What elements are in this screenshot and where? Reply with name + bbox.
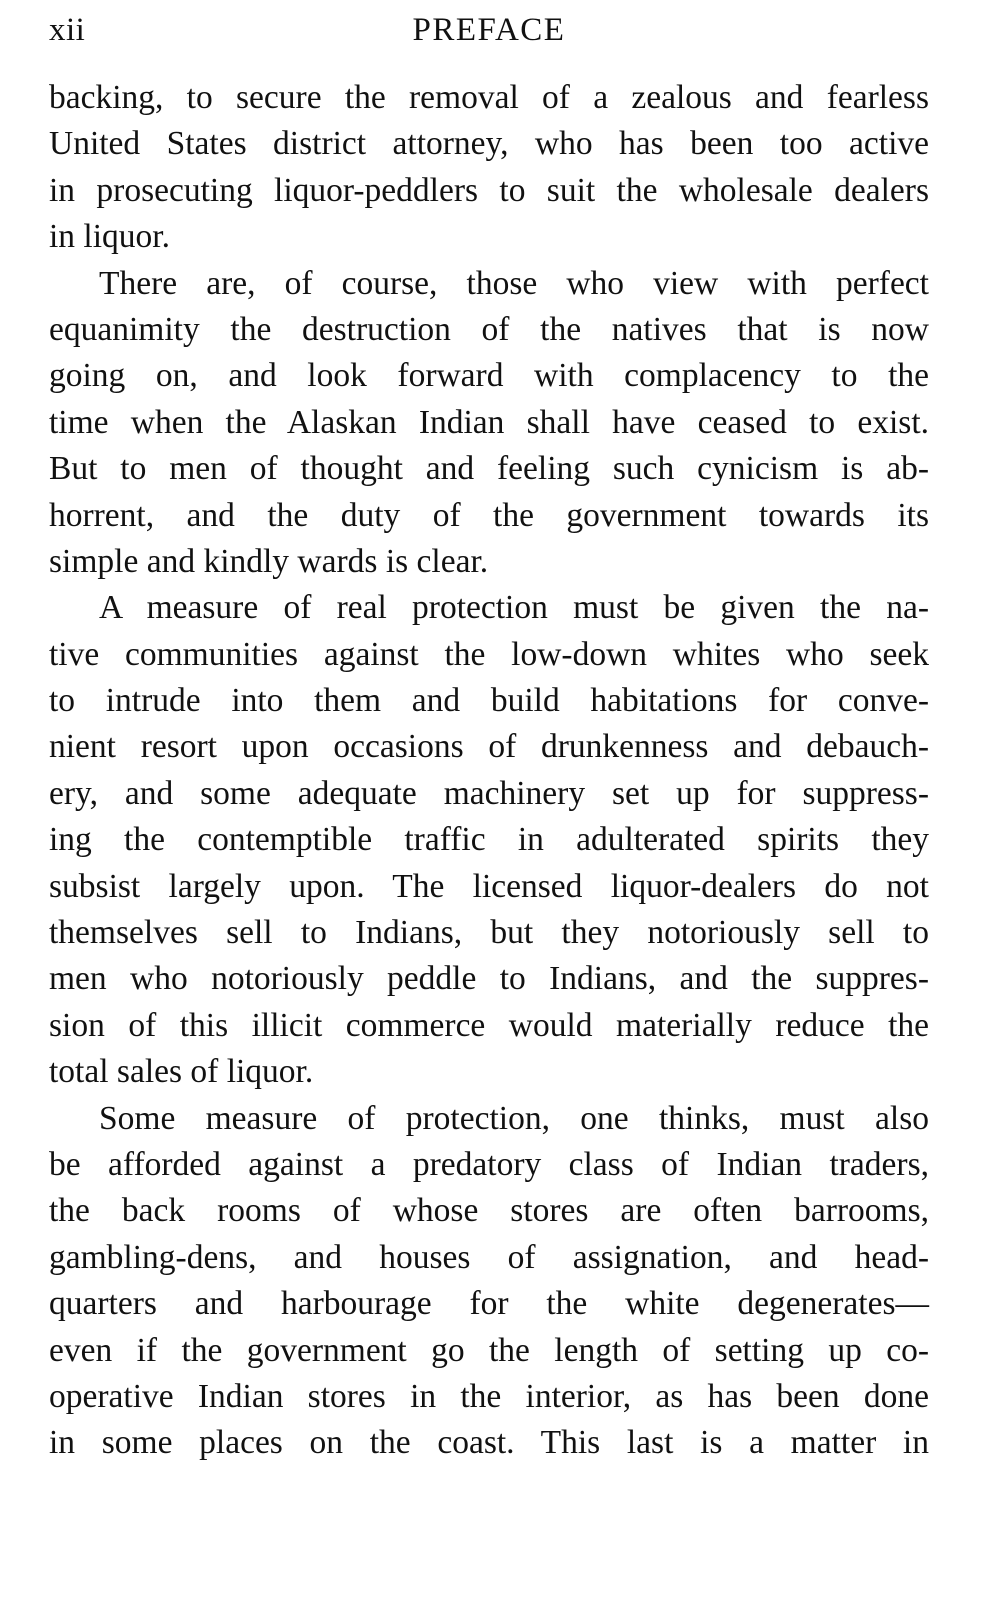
text-line: time when the Alaskan Indian shall have ceased to exist.	[49, 403, 929, 441]
text-line: A measure of real protection must be given the na-	[99, 589, 929, 627]
text-line: to intrude into them and build habitations for conve-	[49, 682, 929, 720]
text-line: There are, of course, those who view with perfect	[99, 264, 929, 302]
paragraph	[49, 261, 929, 586]
text-line: ery, and some adequate machinery set up for suppress-	[49, 774, 929, 812]
text-line: be afforded against a predatory class of Indian traders,	[49, 1145, 929, 1183]
text-line: nient resort upon occasions of drunkenness and debauch-	[49, 728, 929, 766]
text-line: tive communities against the low-down whites who seek	[49, 635, 929, 673]
text-line: But to men of thought and feeling such cynicism is ab-	[49, 450, 929, 488]
text-line: subsist largely upon. The licensed liquor-dealers do not	[49, 867, 929, 905]
paragraph	[49, 75, 929, 261]
text-line: in prosecuting liquor-peddlers to suit the wholesale dealers	[49, 171, 929, 209]
body-text	[49, 75, 929, 1467]
text-line: simple and kindly wards is clear.	[49, 542, 489, 580]
text-line: even if the government go the length of setting up co-	[49, 1331, 929, 1369]
text-line: ing the contemptible traffic in adulterated spirits they	[49, 821, 929, 859]
running-title: PREFACE	[412, 12, 566, 48]
text-line: the back rooms of whose stores are often barrooms,	[49, 1192, 929, 1230]
text-line: operative Indian stores in the interior, as has been done	[49, 1377, 929, 1415]
text-line: sion of this illicit commerce would materially reduce the	[49, 1006, 929, 1044]
paragraph	[49, 1096, 929, 1467]
text-line: equanimity the destruction of the natives that is now	[49, 310, 929, 348]
text-line: Some measure of protection, one thinks, must also	[99, 1099, 929, 1137]
text-line: going on, and look forward with complacency to the	[49, 357, 929, 395]
text-line: in liquor.	[49, 218, 170, 256]
text-line: horrent, and the duty of the government towards its	[49, 496, 929, 534]
text-line: United States district attorney, who has been too active	[49, 125, 929, 163]
text-line: themselves sell to Indians, but they notoriously sell to	[49, 914, 929, 952]
text-line: quarters and harbourage for the white degenerates—	[49, 1285, 929, 1323]
text-line: in some places on the coast. This last is a matter in	[49, 1424, 929, 1462]
text-line: total sales of liquor.	[49, 1053, 314, 1091]
paragraph	[49, 585, 929, 1095]
book-page	[49, 0, 929, 1467]
text-line: men who notoriously peddle to Indians, and the suppres-	[49, 960, 929, 998]
text-line: backing, to secure the removal of a zealous and fearless	[49, 79, 929, 116]
running-head	[49, 0, 929, 60]
page-number: xii	[49, 12, 86, 48]
text-line: gambling-dens, and houses of assignation, and head-	[49, 1238, 929, 1276]
